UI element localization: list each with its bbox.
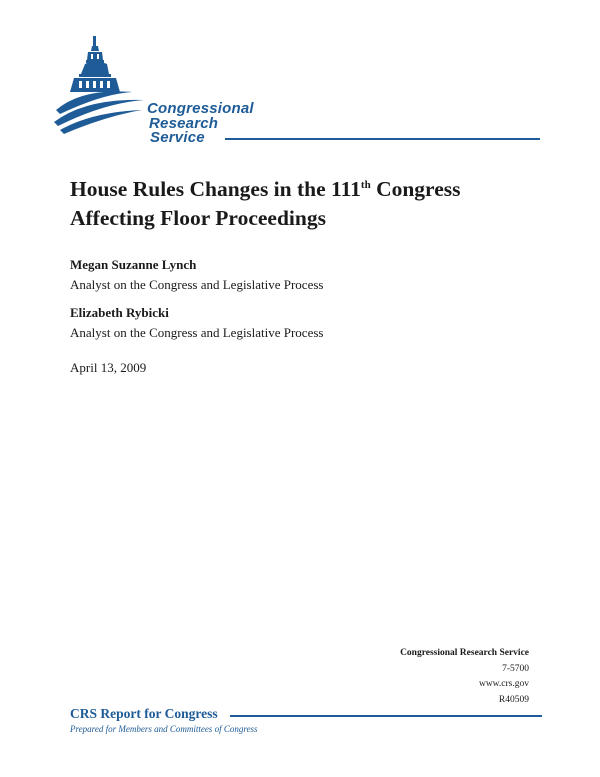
logo-rule [225, 138, 540, 140]
author-1-role: Analyst on the Congress and Legislative Process [70, 277, 324, 292]
logo-line-1: Congressional [147, 100, 254, 117]
title-line-1 [70, 175, 550, 204]
title-line-1-suffix: Congress [370, 177, 461, 201]
title-superscript: th [360, 179, 371, 191]
report-title [70, 175, 550, 233]
footer-title: CRS Report for Congress [70, 706, 218, 721]
crs-org-name: Congressional Research Service [400, 648, 529, 658]
title-line-1-prefix: House Rules Changes in the 111 [70, 177, 361, 201]
footer-rule [230, 715, 542, 717]
crs-phone: 7-5700 [502, 663, 529, 674]
crs-website-link[interactable]: www.crs.gov [478, 679, 529, 689]
author-2-name: Elizabeth Rybicki [70, 305, 169, 320]
logo-line-2: Research [149, 114, 219, 132]
crs-report-number: R40509 [498, 694, 529, 705]
crs-info-block [400, 646, 529, 708]
title-line-2: Affecting Floor Proceedings [70, 206, 326, 230]
footer-subtitle: Prepared for Members and Committees of Congress [70, 724, 258, 734]
capitol-dome-icon [52, 30, 147, 145]
crs-logo [52, 30, 542, 150]
author-1-name: Megan Suzanne Lynch [70, 257, 197, 272]
author-2-role: Analyst on the Congress and Legislative Process [70, 325, 324, 340]
logo-line-3: Service [150, 129, 205, 146]
report-date: April 13, 2009 [70, 360, 147, 375]
